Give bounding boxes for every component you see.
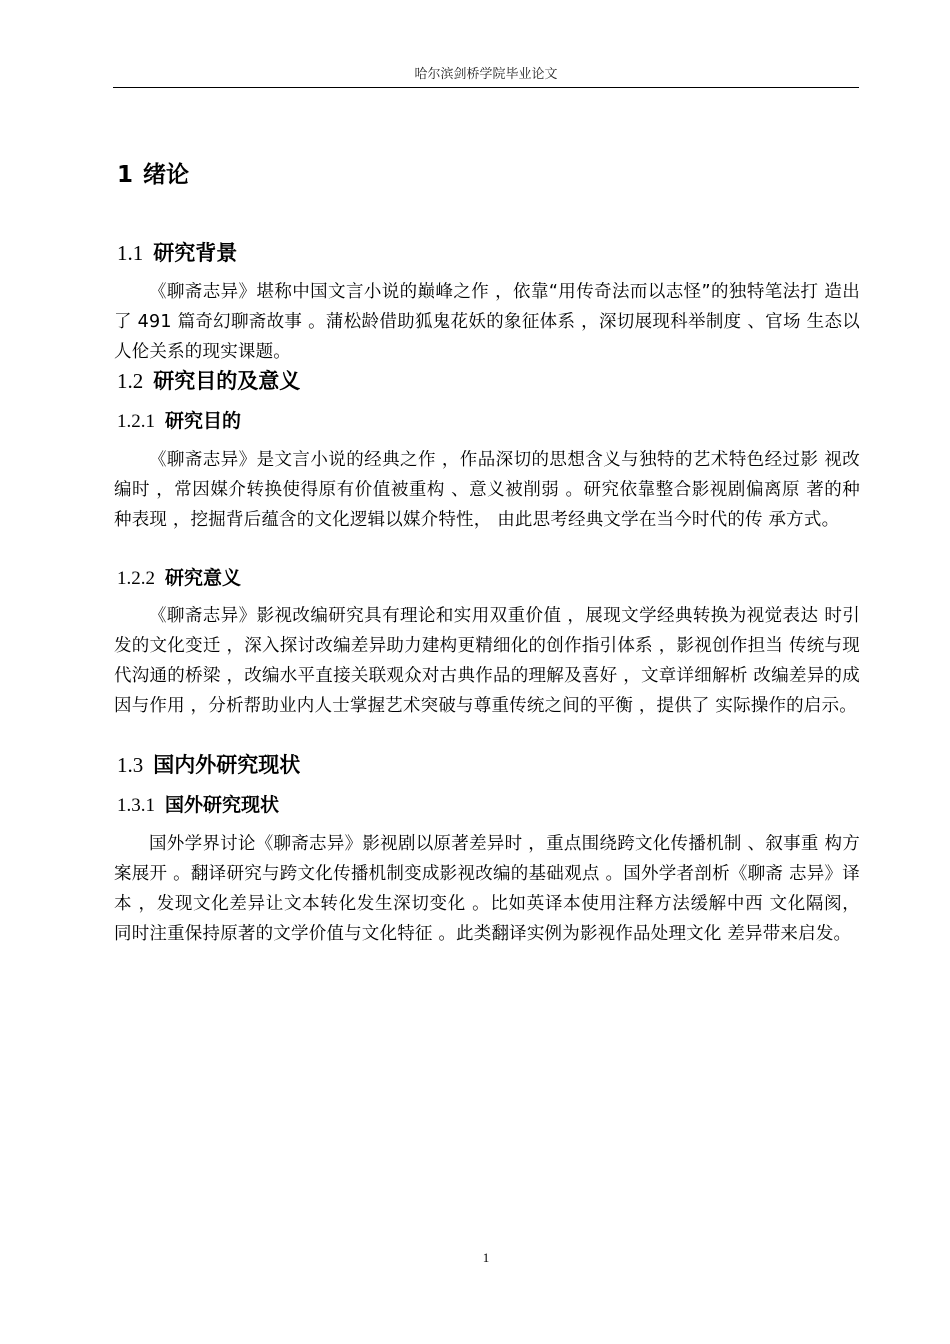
section-heading-1-3 [117, 750, 300, 780]
section-number: 1.1 [117, 241, 144, 265]
section-heading-1-1 [117, 238, 237, 268]
subsection-number: 1.2.1 [117, 411, 155, 432]
subsection-heading-1-2-2 [117, 564, 241, 593]
header-rule [113, 87, 859, 88]
subsection-heading-1-3-1 [117, 791, 279, 820]
subsection-heading-1-2-1 [117, 407, 241, 436]
subsection-title: 研究目的 [165, 410, 242, 432]
chapter-number: 1 [117, 162, 134, 188]
section-number: 1.3 [117, 753, 144, 777]
paragraph-research-significance: 《聊斋志异》影视改编研究具有理论和实用双重价值 ，展现文学经典转换为视觉表达 时引发的文化变迁 ，深入探讨改编差异助力建构更精细化的创作指引体系 ，影视创作担当 传统与现代沟通的桥梁 ，改编水平直接关联观众对古典作品的理解及喜好 ，文章详细解析 改编差异的成因与作用 ，分析帮助业内人士掌握艺术突破与尊重传统之间的平衡 ，提供了 实际操作的启示。 [114, 606, 860, 716]
page-number: 1 [482, 1250, 490, 1265]
paragraph-research-purpose: 《聊斋志异》是文言小说的经典之作 ，作品深切的思想含义与独特的艺术特色经过影 视改编时 ，常因媒介转换使得原有价值被重构 、意义被削弱 。研究依靠整合影视剧偏离原 著的种种表现 ，挖掘背后蕴含的文化逻辑以媒介特性， 由此思考经典文学在当今时代的传 承方式。 [114, 450, 860, 530]
subsection-title: 国外研究现状 [165, 794, 280, 816]
section-number: 1.2 [117, 369, 144, 393]
section-title: 研究背景 [153, 241, 238, 265]
chapter-title: 绪论 [143, 162, 190, 188]
running-header: 哈尔滨剑桥学院毕业论文 [414, 67, 558, 82]
section-heading-1-2 [117, 366, 300, 396]
subsection-number: 1.3.1 [117, 795, 155, 816]
paragraph-foreign-research: 国外学界讨论《聊斋志异》影视剧以原著差异时 ，重点围绕跨文化传播机制 、叙事重 构方案展开 。翻译研究与跨文化传播机制变成影视改编的基础观点 。国外学者剖析《聊斋 志异》译本 ，发现文化差异让文本转化发生深切变化 。比如英译本使用注释方法缓解中西 文化隔阂， 同时注重保持原著的文学价值与文化特征 。此类翻译实例为影视作品处理文化 差异带来启发。 [114, 834, 860, 944]
subsection-title: 研究意义 [165, 567, 242, 589]
paragraph-research-background: 《聊斋志异》堪称中国文言小说的巅峰之作 ，依靠“用传奇法而以志怪”的独特笔法打 造出了 491 篇奇幻聊斋故事 。蒲松龄借助狐鬼花妖的象征体系 ，深切展现科举制度 、官场 生态以人伦关系的现实课题。 [114, 282, 860, 362]
section-title: 国内外研究现状 [153, 753, 301, 777]
section-title: 研究目的及意义 [153, 369, 301, 393]
chapter-heading [117, 158, 189, 192]
subsection-number: 1.2.2 [117, 568, 155, 589]
